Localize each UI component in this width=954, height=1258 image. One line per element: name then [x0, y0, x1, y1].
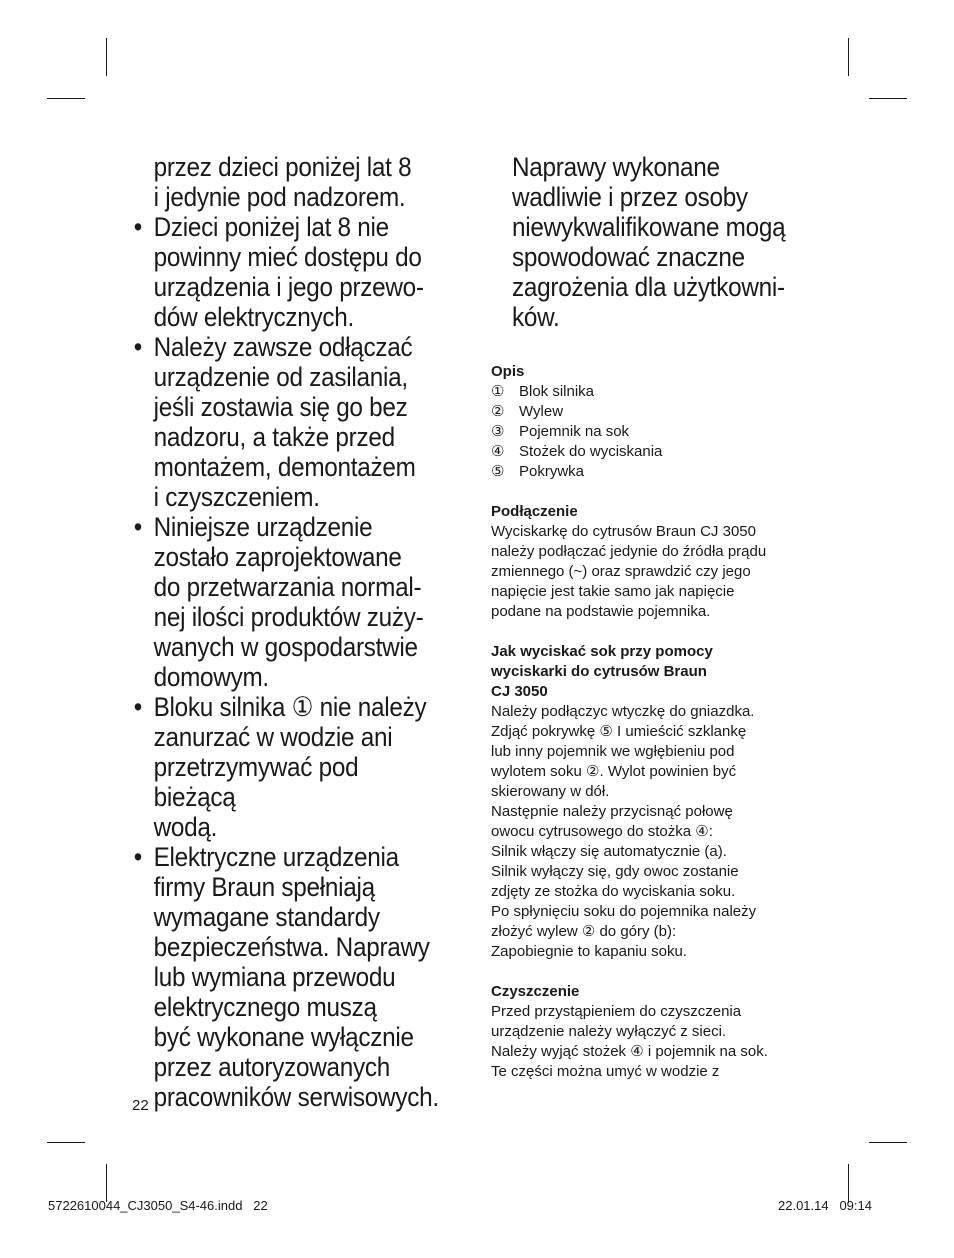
- crop-mark: [848, 1164, 849, 1202]
- parts-list-item: [491, 382, 831, 402]
- crop-mark: [47, 1142, 85, 1143]
- bullet-item: [132, 332, 443, 512]
- right-intro: Naprawy wykonane wadliwie i przez osoby niewykwalifikowane mogą spowodować znaczne zagrożenia dla użytkowni- ków.: [512, 152, 786, 332]
- bullet-dot: •: [133, 842, 143, 872]
- page-number: 22: [132, 1097, 149, 1114]
- left-intro: przez dzieci poniżej lat 8 i jedynie pod nadzorem.: [153, 152, 412, 212]
- part-number: ②: [491, 403, 505, 420]
- podlaczenie-text: Wyciskarkę do cytrusów Braun CJ 3050 należy podłączać jedynie do źródła prądu zmiennego (~) oraz sprawdzić czy jego napięcie jest takie samo jak napięcie podane na podstawie pojemnika.: [491, 523, 767, 620]
- bullet-text: Dzieci poniżej lat 8 nie powinny mieć dostępu do urządzenia i jego przewo- dów elektrycznych.: [153, 212, 424, 332]
- bullet-dot: •: [133, 332, 143, 362]
- footer-file: 5722610044_CJ3050_S4-46.indd 22: [48, 1198, 268, 1213]
- bullet-text: Elektryczne urządzenia firmy Braun spełniają wymagane standardy bezpieczeństwa. Naprawy lub wymiana przewodu elektrycznego muszą być wykonane wyłącznie przez autoryzowanych pracowników serwisowych.: [153, 842, 439, 1112]
- parts-list-item: [491, 402, 831, 422]
- crop-mark: [869, 98, 907, 99]
- parts-list: [491, 382, 831, 482]
- bullet-item: [132, 842, 443, 1112]
- bullet-dot: •: [133, 512, 143, 542]
- part-number: ③: [491, 423, 505, 440]
- parts-list-item: [491, 442, 831, 462]
- bullet-item: [132, 692, 443, 842]
- part-label: Blok silnika: [519, 383, 595, 400]
- bullet-item: [132, 512, 443, 692]
- podlaczenie-heading: Podłączenie: [491, 503, 578, 520]
- part-label: Wylew: [519, 403, 564, 420]
- opis-heading: Opis: [491, 363, 525, 380]
- crop-mark: [106, 1164, 107, 1202]
- part-number: ⑤: [491, 463, 505, 480]
- left-column: [132, 152, 443, 1112]
- bullet-dot: •: [133, 212, 143, 242]
- bullet-text: Niniejsze urządzenie zostało zaprojektowane do przetwarzania normal- nej ilości produktów zuży- wanych w gospodarstwie domowym.: [153, 512, 424, 692]
- part-label: Pojemnik na sok: [519, 423, 630, 440]
- footer-date: 22.01.14 09:14: [778, 1198, 872, 1213]
- czyszczenie-heading: Czyszczenie: [491, 983, 580, 1000]
- bullet-dot: •: [133, 692, 143, 722]
- right-column: [491, 362, 831, 1082]
- bullet-text: Należy zawsze odłączać urządzenie od zasilania, jeśli zostawia się go bez nadzoru, a także przed montażem, demontażem i czyszczeniem.: [153, 332, 416, 512]
- parts-list-item: [491, 422, 831, 442]
- jak-heading: Jak wyciskać sok przy pomocy wyciskarki do cytrusów Braun CJ 3050: [491, 643, 713, 700]
- part-label: Pokrywka: [519, 463, 585, 480]
- bullet-text: Bloku silnika ① nie należy zanurzać w wodzie ani przetrzymywać pod bieżącą wodą.: [153, 692, 427, 842]
- crop-mark: [106, 38, 107, 76]
- part-number: ④: [491, 443, 505, 460]
- crop-mark: [47, 98, 85, 99]
- part-label: Stożek do wyciskania: [519, 443, 663, 460]
- jak-text: Należy podłączyc wtyczkę do gniazdka. Zdjąć pokrywkę ⑤ I umieścić szklankę lub inny pojemnik we wgłębieniu pod wylotem soku ②. Wylot powinien być skierowany w dół. Następnie należy przycisnąć połowę owocu cytrusowego do stożka ④: Silnik włączy się automatycznie (a). Silnik wyłączy się, gdy owoc zostanie zdjęty ze stożka do wyciskania soku. Po spłynięciu soku do pojemnika należy złożyć wylew ② do góry (b): Zapobiegnie to kapaniu soku.: [491, 703, 757, 960]
- crop-mark: [869, 1142, 907, 1143]
- crop-mark: [848, 38, 849, 76]
- part-number: ①: [491, 383, 505, 400]
- czyszczenie-text: Przed przystąpieniem do czyszczenia urządzenie należy wyłączyć z sieci. Należy wyjąć stożek ④ i pojemnik na sok. Te części można umyć w wodzie z: [491, 1003, 768, 1080]
- parts-list-item: [491, 462, 831, 482]
- bullet-item: [132, 212, 443, 332]
